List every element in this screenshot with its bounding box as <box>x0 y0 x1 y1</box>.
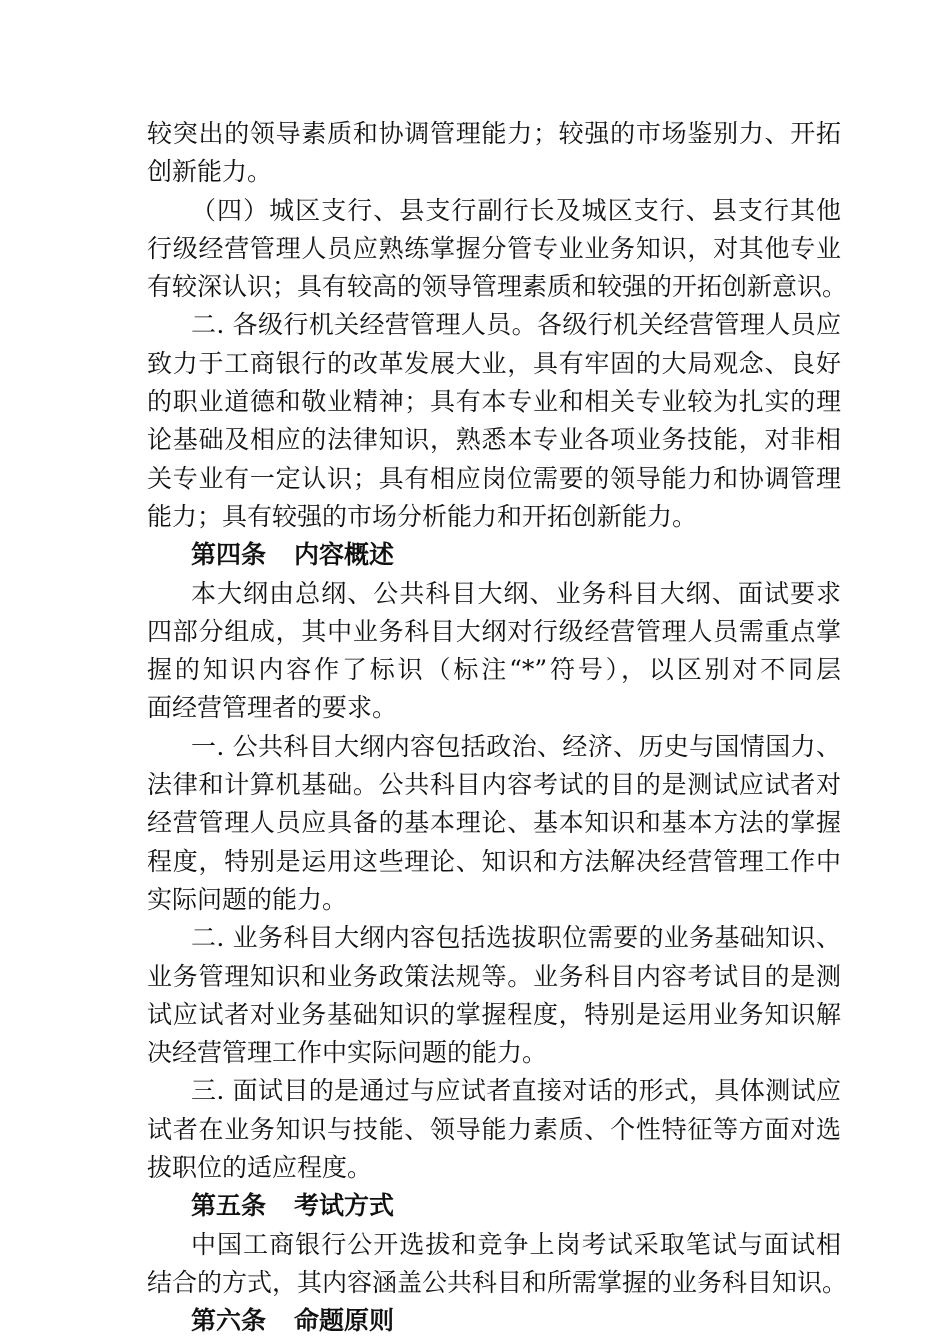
paragraph <box>147 1072 841 1187</box>
paragraph <box>147 192 848 307</box>
text-line: 经营管理人员应具备的基本理论、基本知识和基本方法的掌握 <box>147 808 841 838</box>
section-heading <box>147 1302 841 1340</box>
text-line: 四部分组成，其中业务科目大纲对行级经营管理人员需重点掌 <box>147 616 841 646</box>
text-line: 论基础及相应的法律知识，熟悉本专业各项业务技能，对非相 <box>147 425 841 455</box>
article-title: 命题原则 <box>294 1306 395 1336</box>
article-title: 考试方式 <box>294 1191 395 1221</box>
text-line: 三. 面试目的是通过与应试者直接对话的形式，具体测试应 <box>191 1076 841 1106</box>
text-line: 实际问题的能力。 <box>147 884 348 914</box>
text-line: 有较深认识；具有较高的领导管理素质和较强的开拓创新意识。 <box>147 272 848 302</box>
article-number: 第四条 <box>191 540 267 570</box>
section-heading <box>147 536 841 574</box>
paragraph <box>147 115 841 192</box>
paragraph <box>147 575 841 728</box>
text-line: 试应试者对业务基础知识的掌握程度，特别是运用业务知识解 <box>147 999 841 1029</box>
paragraph <box>147 728 841 919</box>
text-line: 中国工商银行公开选拔和竞争上岗考试采取笔试与面试相 <box>191 1229 841 1259</box>
article-title: 内容概述 <box>294 540 395 570</box>
text-line: 决经营管理工作中实际问题的能力。 <box>147 1038 548 1068</box>
text-line: 的职业道德和敬业精神；具有本专业和相关专业较为扎实的理 <box>147 387 841 417</box>
text-line: 面经营管理者的要求。 <box>147 693 398 723</box>
text-line: 较突出的领导素质和协调管理能力；较强的市场鉴别力、开拓 <box>147 119 841 148</box>
text-line: 一. 公共科目大纲内容包括政治、经济、历史与国情国力、 <box>191 731 841 761</box>
text-line: 业务管理知识和业务政策法规等。业务科目内容考试目的是测 <box>147 961 841 991</box>
text-line: 二. 各级行机关经营管理人员。各级行机关经营管理人员应 <box>191 310 841 340</box>
text-line: 能力；具有较强的市场分析能力和开拓创新能力。 <box>147 501 698 531</box>
text-line: 二. 业务科目大纲内容包括选拔职位需要的业务基础知识、 <box>191 923 841 953</box>
text-line: 创新能力。 <box>147 157 273 187</box>
paragraph <box>147 1226 848 1303</box>
text-line: 结合的方式，其内容涵盖公共科目和所需掌握的业务科目知识。 <box>147 1267 848 1297</box>
paragraph <box>147 919 841 1072</box>
text-line: 拔职位的适应程度。 <box>147 1153 373 1183</box>
article-number: 第六条 <box>191 1306 267 1336</box>
text-line: 关专业有一定认识；具有相应岗位需要的领导能力和协调管理 <box>147 463 841 493</box>
document-page <box>147 115 848 1341</box>
text-line: 程度，特别是运用这些理论、知识和方法解决经营管理工作中 <box>147 846 841 876</box>
paragraph <box>147 306 841 536</box>
text-line: 试者在业务知识与技能、领导能力素质、个性特征等方面对选 <box>147 1114 841 1144</box>
text-line: 法律和计算机基础。公共科目内容考试的目的是测试应试者对 <box>147 770 841 800</box>
text-line: （四）城区支行、县支行副行长及城区支行、县支行其他 <box>191 195 841 225</box>
text-line: 行级经营管理人员应熟练掌握分管专业业务知识，对其他专业 <box>147 233 841 263</box>
text-line: 本大纲由总纲、公共科目大纲、业务科目大纲、面试要求 <box>191 578 841 608</box>
section-heading <box>147 1187 841 1225</box>
text-line: 致力于工商银行的改革发展大业，具有牢固的大局观念、良好 <box>147 348 841 378</box>
article-number: 第五条 <box>191 1191 267 1221</box>
text-line: 握的知识内容作了标识（标注“*”符号），以区别对不同层 <box>147 655 841 685</box>
